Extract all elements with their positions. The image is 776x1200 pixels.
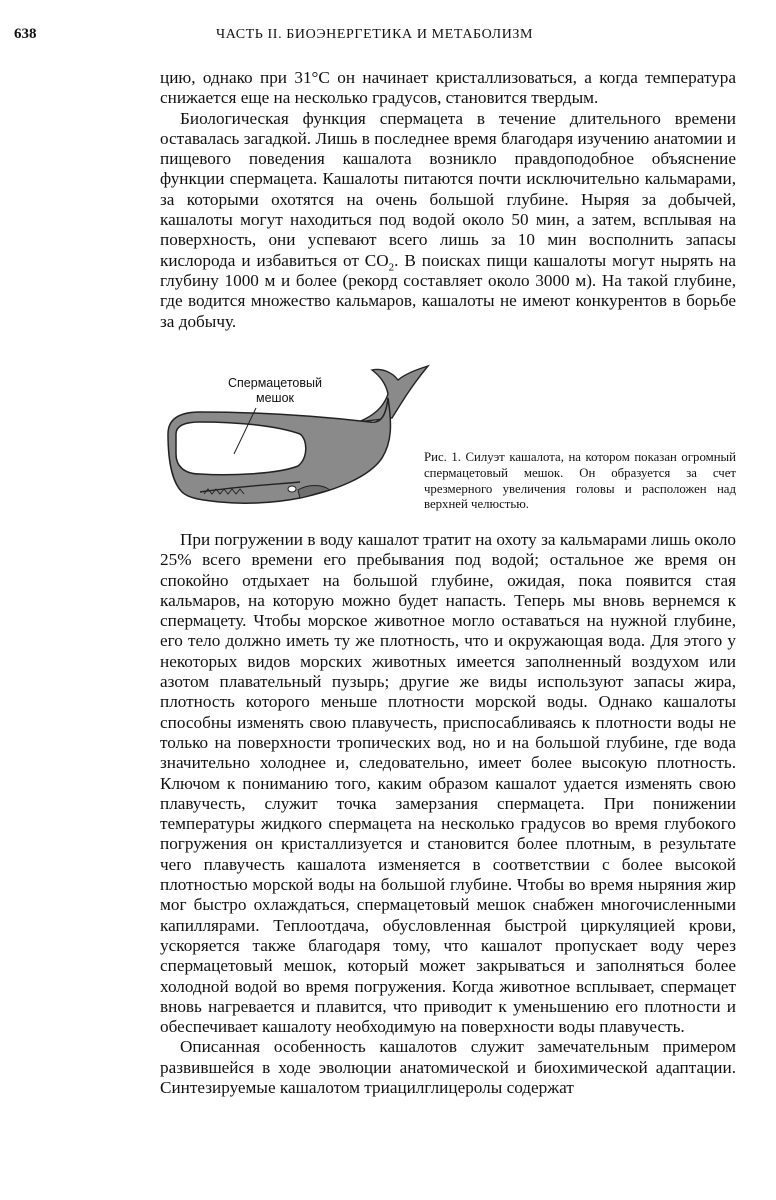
subscript-2: 2	[388, 261, 395, 274]
text-column-top	[160, 68, 736, 332]
whale-tail	[358, 366, 428, 422]
paragraph-adaptation: Описанная особенность кашалотов служит замечательным примером развившейся в ходе эволюции анатомической и биохимической адаптации. Синтезируемые кашалотом триацилглицеролы содержат	[160, 1037, 736, 1098]
text-column-bottom	[160, 530, 736, 1098]
spermaceti-sac	[176, 422, 306, 475]
figure-whale	[160, 358, 736, 518]
figure-label-spermaceti-sac: Спермацетовый мешок	[228, 376, 322, 405]
paragraph-spermaceti-function	[160, 109, 736, 332]
paragraph-continuation: цию, однако при 31°C он начинает кристаллизоваться, а когда температура снижается еще на несколько градусов, становится твердым.	[160, 68, 736, 108]
running-title: ЧАСТЬ II. БИОЭНЕРГЕТИКА И МЕТАБОЛИЗМ	[216, 27, 534, 42]
paragraph-text-part: . В поисках пищи кашалоты могут нырять на глубину 1000 м и более (рекорд составляет около 3000 м). На такой глубине, где водится множество кальмаров, кашалоты не имеют конкурентов в борьбе за добычу.	[160, 250, 736, 331]
figure-caption: Рис. 1. Силуэт кашалота, на котором показан огромный спермацетовый мешок. Он образуется за счет чрезмерного увеличения головы и расположен над верхней челюстью.	[424, 450, 736, 512]
page-number: 638	[14, 26, 37, 42]
paragraph-buoyancy: При погружении в воду кашалот тратит на охоту за кальмарами лишь около 25% всего времени его пребывания под водой; остальное же время он спокойно отдыхает на большой глубине, ожидая, пока появится стая кальмаров, на которую можно будет напасть. Теперь мы вновь вернемся к спермацету. Чтобы морское животное могло оставаться на нужной глубине, его тело должно иметь ту же плотность, что и окружающая вода. Для этого у некоторых видов морских животных имеется заполненный воздухом или азотом плавательный пузырь; другие же виды используют запасы жира, плотность которого меньше плотности морской воды. Однако кашалоты способны изменять свою плавучесть, приспосабливаясь к плотности воды не только на поверхности тропических вод, но и на большой глубине, где вода значительно холоднее и, следовательно, имеет более высокую плотность. Ключом к пониманию того, каким образом кашалот удается изменять свою плавучесть, служит точка замерзания спермацета. При понижении температуры жидкого спермацета на несколько градусов во время глубокого погружения он кристаллизуется и становится более плотным, в результате чего плавучесть кашалота изменяется в соответствии с более высокой плотностью морской воды на большой глубине. Чтобы во время ныряния жир мог быстро охлаждаться, спермацетовый мешок снабжен многочисленными капиллярами. Теплоотдача, обусловленная быстрой циркуляцией крови, ускоряется также благодаря тому, что кашалот пропускает воду через спермацетовый мешок, который может закрываться и заполняться более холодной водой во время погружения. Когда животное всплывает, спермацет вновь нагревается и плавится, что приводит к уменьшению его плотности и обеспечивает кашалоту необходимую на поверхности воды плавучесть.	[160, 530, 736, 1037]
whale-eye	[288, 486, 296, 492]
paragraph-text-part: Биологическая функция спермацета в течение длительного времени оставалась загадкой. Лишь в последнее время благодаря изучению анатомии и пищевого поведения кашалота возникло правдоподобное объяснение функции спермацета. Кашалоты питаются почти исключительно кальмарами, за которыми охотятся на очень большой глубине. Ныряя за добычей, кашалоты могут находиться под водой около 50 мин, а затем, всплывая на поверхность, они успевают всего лишь за 10 мин восполнить запасы кислорода и избавиться от CO	[160, 108, 736, 270]
